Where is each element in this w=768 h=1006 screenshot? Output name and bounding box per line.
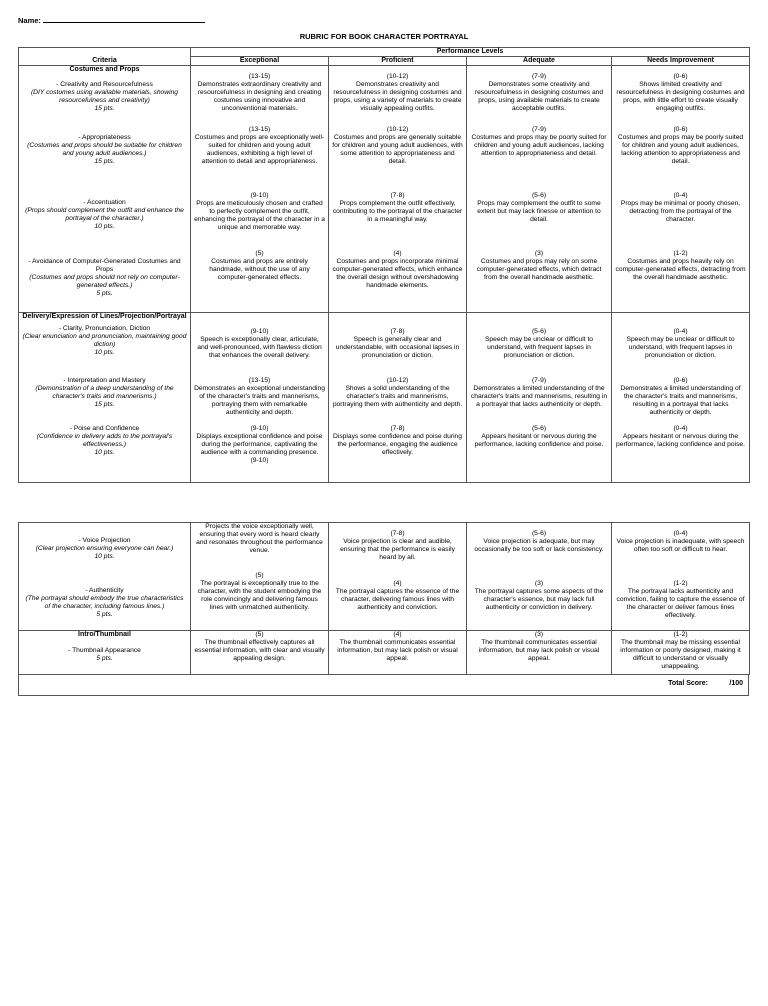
criterion-clarity bbox=[19, 313, 191, 377]
section-title-costumes: Costumes and Props bbox=[69, 66, 140, 73]
criterion-title: - Authenticity bbox=[85, 586, 124, 594]
total-score-row bbox=[18, 674, 749, 696]
criterion-authenticity bbox=[19, 572, 191, 631]
cell-text: The thumbnail communicates essential information, but may lack polish or visual appeal. bbox=[337, 639, 458, 662]
score-range: (10-12) bbox=[386, 125, 409, 133]
cell-text: Speech may be unclear or difficult to understand, with frequent lapses in pronunciation or diction. bbox=[484, 336, 594, 359]
cell-text: Demonstrates a limited understanding of the character's traits and mannerisms, resulting in a portrayal that lacks authenticity or depth. bbox=[470, 384, 608, 408]
cell-adequate bbox=[467, 572, 612, 631]
cell-text: Props may complement the outfit to some extent but may lack finesse or attention to detail. bbox=[477, 199, 601, 223]
cell-adequate bbox=[467, 631, 612, 675]
table-row bbox=[19, 122, 750, 192]
cell-text: Voice projection is inadequate, with speech often too soft or difficult to hear. bbox=[616, 538, 745, 553]
cell-needs-improvement bbox=[612, 523, 750, 572]
cell-text: Shows limited creativity and resourcefulness in designing costumes and props, with little effort to create visually engaging outfits. bbox=[616, 81, 745, 112]
table-row bbox=[19, 192, 750, 250]
cell-text: Props may be minimal or poorly chosen, detracting from the portrayal of the character. bbox=[620, 199, 741, 223]
criterion-points: 5 pts. bbox=[96, 655, 113, 662]
criterion-accentuation bbox=[19, 192, 191, 250]
cell-text: Appears hesitant or nervous during the performance, lacking confidence and poise. bbox=[474, 432, 604, 448]
cell-text: Costumes and props may rely on some computer-generated effects, which detract from the overall handmade aesthetic. bbox=[476, 257, 602, 281]
cell-adequate bbox=[467, 122, 612, 192]
cell-proficient bbox=[329, 377, 467, 425]
score-range: (0-4) bbox=[673, 191, 688, 199]
level-exceptional-header: Exceptional bbox=[191, 57, 329, 66]
cell-proficient bbox=[329, 572, 467, 631]
cell-needs-improvement bbox=[612, 377, 750, 425]
criterion-title: - Creativity and Resourcefulness bbox=[56, 81, 153, 88]
cell-text: Costumes and props incorporate minimal computer-generated effects, which enhance the overall design without overshadowing handmade elements. bbox=[332, 257, 463, 289]
criterion-title: - Poise and Confidence bbox=[69, 424, 140, 432]
table-row bbox=[19, 631, 750, 675]
score-range: (0-4) bbox=[673, 424, 688, 432]
score-range: (1-2) bbox=[673, 579, 688, 587]
section-title-delivery: Delivery/Expression of Lines/Projection/Portrayal bbox=[22, 313, 187, 320]
cell-needs-improvement bbox=[612, 425, 750, 483]
cell-needs-improvement bbox=[612, 572, 750, 631]
cell-text: Speech is exceptionally clear, articulate, and well-pronounced, with flawless diction that enhances the overall delivery. bbox=[197, 336, 322, 359]
name-line bbox=[43, 16, 205, 23]
cell-proficient bbox=[329, 523, 467, 572]
page-title: RUBRIC FOR BOOK CHARACTER PORTRAYAL bbox=[299, 32, 469, 41]
criterion-points: 5 pts. bbox=[96, 610, 113, 618]
cell-needs-improvement bbox=[612, 313, 750, 377]
cell-text: Props are meticulously chosen and crafted to perfectly complement the outfit, enhancing the portrayal of the character in a unique and memorable way. bbox=[194, 199, 325, 231]
level-needs-improvement-header: Needs Improvement bbox=[612, 57, 750, 66]
criterion-avoidance bbox=[19, 250, 191, 313]
cell-text: Props complement the outfit effectively, contributing to the portrayal of the character in a meaningful way. bbox=[332, 199, 463, 223]
criterion-title: - Appropriateness bbox=[78, 133, 131, 141]
criterion-desc: (Clear projection ensuring everyone can hear.) bbox=[35, 545, 174, 552]
total-score-label: Total Score: bbox=[668, 680, 708, 687]
cell-proficient bbox=[329, 313, 467, 377]
score-range: (13-15) bbox=[248, 73, 271, 80]
cell-needs-improvement bbox=[612, 192, 750, 250]
score-range: (13-15) bbox=[248, 125, 271, 133]
cell-adequate bbox=[467, 425, 612, 483]
criterion-points: 10 pts. bbox=[94, 553, 115, 560]
score-range: (5) bbox=[255, 571, 264, 579]
cell-text: Speech is generally clear and understandable, with occasional lapses in pronunciation or diction. bbox=[335, 336, 460, 359]
cell-adequate bbox=[467, 523, 612, 572]
score-range: (4) bbox=[393, 579, 402, 587]
name-label: Name: bbox=[18, 16, 41, 25]
score-range: (7-8) bbox=[390, 328, 405, 335]
cell-text: Demonstrates an exceptional understanding of the character's traits and mannerisms, portraying them with remarkable authenticity and depth. bbox=[194, 384, 325, 416]
performance-levels-header: Performance Levels bbox=[191, 48, 750, 57]
cell-text: Displays exceptional confidence and poise during the performance, captivating the audience with a commanding presence. bbox=[196, 432, 323, 456]
score-range: (7-8) bbox=[390, 424, 405, 432]
score-range: (7-9) bbox=[531, 376, 547, 384]
cell-text: Appears hesitant or nervous during the performance, lacking confidence and poise. bbox=[616, 432, 746, 448]
cell-text: Costumes and props may be poorly suited for children and young adult audiences, lacking attention to appropriateness and detail. bbox=[617, 133, 744, 165]
cell-needs-improvement bbox=[612, 250, 750, 313]
criterion-title: - Avoidance of Computer-Generated Costumes and Props bbox=[28, 257, 181, 273]
score-range: (3) bbox=[534, 631, 544, 638]
cell-text: Costumes and props are generally suitable for children and young adult audiences, with some attention to appropriateness and detail. bbox=[332, 133, 463, 165]
score-range: (0-4) bbox=[673, 530, 688, 537]
cell-text: The portrayal captures the essence of the character, delivering famous lines with authenticity and conviction. bbox=[335, 587, 460, 611]
criterion-creativity bbox=[19, 66, 191, 122]
score-range: (1-2) bbox=[673, 249, 688, 257]
score-range: (13-15) bbox=[248, 376, 271, 384]
score-range: (0-6) bbox=[673, 376, 688, 384]
criterion-appropriateness bbox=[19, 122, 191, 192]
score-range: (5-6) bbox=[531, 328, 547, 335]
criterion-thumbnail bbox=[19, 631, 191, 675]
score-range: (0-6) bbox=[673, 125, 688, 133]
cell-exceptional bbox=[191, 122, 329, 192]
criterion-title: - Accentuation bbox=[83, 198, 126, 206]
cell-text: Displays some confidence and poise during the performance, engaging the audience effectively. bbox=[333, 432, 462, 456]
score-range: (5) bbox=[255, 249, 264, 257]
cell-text: The portrayal is exceptionally true to the character, with the student embodying the role convincingly and delivering famous lines with unmatched authenticity. bbox=[197, 579, 322, 611]
cell-text: The thumbnail effectively captures all essential information, with clear and visually appealing design. bbox=[194, 639, 325, 662]
criterion-interpretation bbox=[19, 377, 191, 425]
score-range: (5-6) bbox=[531, 530, 547, 537]
score-range: (5-6) bbox=[531, 191, 547, 199]
score-range: (7-8) bbox=[390, 530, 405, 537]
cell-text: Voice projection is adequate, but may occasionally be too soft or lack consistency. bbox=[474, 538, 604, 553]
criterion-points: 5 pts. bbox=[96, 289, 113, 297]
cell-proficient bbox=[329, 122, 467, 192]
rubric-table-2 bbox=[18, 522, 750, 675]
cell-exceptional bbox=[191, 425, 329, 483]
score-range: (7-8) bbox=[390, 191, 405, 199]
criterion-points: 10 pts. bbox=[94, 448, 115, 456]
criterion-points: 10 pts. bbox=[94, 222, 115, 230]
criterion-title: - Thumbnail Appearance bbox=[68, 647, 141, 654]
score-range: (9-10) bbox=[250, 424, 269, 432]
table-row bbox=[19, 572, 750, 631]
cell-adequate bbox=[467, 250, 612, 313]
score-range: (9-10) bbox=[250, 191, 269, 199]
table-row bbox=[19, 66, 750, 122]
cell-adequate bbox=[467, 377, 612, 425]
criterion-desc: (Confidence in delivery adds to the portrayal's effectiveness.) bbox=[36, 432, 173, 448]
criterion-points: 15 pts. bbox=[94, 400, 115, 408]
criterion-desc: (Clear enunciation and pronunciation, maintaining good diction) bbox=[22, 333, 187, 348]
cell-proficient bbox=[329, 631, 467, 675]
score-range: (9-10) bbox=[250, 328, 269, 335]
cell-text: Costumes and props are entirely handmade, without the use of any computer-generated effects. bbox=[209, 257, 310, 281]
criterion-desc: (Props should complement the outfit and enhance the portrayal of the character.) bbox=[25, 206, 184, 222]
cell-text: The portrayal captures some aspects of the character's essence, but may lack full authenticity or conviction in delivery. bbox=[474, 587, 604, 611]
cell-text: Costumes and props may be poorly suited for children and young adult audiences, lacking attention to appropriateness and detail. bbox=[471, 133, 607, 157]
cell-text: Shows a solid understanding of the character's traits and mannerisms, portraying them with authenticity and depth. bbox=[332, 384, 463, 408]
criterion-desc: (Costumes and props should be suitable for children and young adult audiences.) bbox=[27, 141, 182, 157]
criterion-title: - Voice Projection bbox=[78, 537, 131, 544]
criterion-desc: (Demonstration of a deep understanding of the character's traits and mannerisms.) bbox=[35, 384, 174, 400]
level-proficient-header: Proficient bbox=[329, 57, 467, 66]
criterion-title: - Clarity, Pronunciation, Diction bbox=[58, 325, 151, 332]
cell-proficient bbox=[329, 192, 467, 250]
score-range: (4) bbox=[393, 631, 402, 638]
score-range: (1-2) bbox=[673, 631, 688, 638]
cell-needs-improvement bbox=[612, 631, 750, 675]
cell-text: Voice projection is clear and audible, ensuring that the performance is easily heard by all. bbox=[340, 538, 455, 561]
cell-exceptional bbox=[191, 377, 329, 425]
table-row bbox=[19, 313, 750, 377]
criterion-desc: (DIY costumes using available materials, showing resourcefulness and creativity) bbox=[30, 89, 179, 104]
cell-text: The portrayal lacks authenticity and conviction, failing to capture the essence of the character or deliver famous lines effectively. bbox=[616, 587, 745, 619]
score-range: (4) bbox=[393, 249, 402, 257]
cell-text: Demonstrates extraordinary creativity and resourcefulness in designing and creating costumes using innovative and unconventional materials. bbox=[197, 81, 322, 112]
cell-text: Projects the voice exceptionally well, ensuring that every word is heard clearly and resonates throughout the performance venue. bbox=[196, 523, 323, 554]
score-range: (10-12) bbox=[386, 73, 409, 80]
total-score-denominator: /100 bbox=[729, 680, 743, 687]
criterion-desc: (The portrayal should embody the true characteristics of the character, including famous lines.) bbox=[25, 594, 184, 610]
cell-text: Demonstrates creativity and resourcefulness in designing costumes and props, using a variety of materials to create visually appealing outfits. bbox=[333, 81, 462, 112]
cell-exceptional bbox=[191, 250, 329, 313]
cell-exceptional bbox=[191, 523, 329, 572]
criterion-points: 15 pts. bbox=[94, 157, 115, 165]
criterion-voice bbox=[19, 523, 191, 572]
cell-adequate bbox=[467, 192, 612, 250]
score-range: (3) bbox=[534, 579, 544, 587]
cell-text: Costumes and props are exceptionally well-suited for children and young adult audiences, exhibiting a high level of attention to detail and appropriateness. bbox=[194, 133, 325, 165]
cell-proficient bbox=[329, 250, 467, 313]
rubric-table-1 bbox=[18, 47, 750, 483]
criterion-points: 10 pts. bbox=[94, 349, 115, 356]
criterion-desc: (Costumes and props should not rely on computer-generated effects.) bbox=[29, 273, 180, 289]
level-adequate-header: Adequate bbox=[467, 57, 612, 66]
cell-needs-improvement bbox=[612, 66, 750, 122]
cell-needs-improvement bbox=[612, 122, 750, 192]
score-range: (7-9) bbox=[531, 73, 547, 80]
score-range: (0-4) bbox=[673, 328, 688, 335]
cell-text: Demonstrates a limited understanding of the character's traits and mannerisms, resulting in a portrayal that lacks authenticity or depth. bbox=[620, 384, 741, 416]
cell-text: The thumbnail communicates essential information, but may lack polish or visual appeal. bbox=[478, 639, 600, 662]
table-row bbox=[19, 250, 750, 313]
score-range: (5-6) bbox=[531, 424, 547, 432]
criteria-header: Criteria bbox=[19, 48, 191, 66]
criterion-title: - Interpretation and Mastery bbox=[63, 376, 146, 384]
cell-exceptional bbox=[191, 66, 329, 122]
table-row bbox=[19, 523, 750, 572]
cell-adequate bbox=[467, 313, 612, 377]
cell-text: The thumbnail may be missing essential information or poorly designed, making it difficult to understand or visually unappealing. bbox=[620, 639, 741, 670]
cell-proficient bbox=[329, 425, 467, 483]
table-row bbox=[19, 425, 750, 483]
section-title-intro: Intro/Thumbnail bbox=[78, 631, 131, 638]
cell-text: Speech may be unclear or difficult to understand, with frequent lapses in pronunciation or diction. bbox=[626, 336, 735, 359]
score-range: (10-12) bbox=[386, 376, 409, 384]
cell-text: Costumes and props heavily rely on computer-generated effects, detracting from the overall handmade aesthetic. bbox=[615, 257, 746, 281]
score-range: (5) bbox=[255, 631, 264, 638]
cell-exceptional bbox=[191, 192, 329, 250]
score-range: (3) bbox=[534, 249, 544, 257]
table-row bbox=[19, 377, 750, 425]
cell-exceptional bbox=[191, 631, 329, 675]
criterion-poise bbox=[19, 425, 191, 483]
cell-adequate bbox=[467, 66, 612, 122]
criterion-points: 15 pts. bbox=[94, 105, 115, 112]
score-range: (7-9) bbox=[531, 125, 547, 133]
name-field bbox=[18, 16, 205, 25]
cell-proficient bbox=[329, 66, 467, 122]
score-range: (0-6) bbox=[673, 73, 688, 80]
cell-text: Demonstrates some creativity and resourcefulness in designing costumes and props, using available materials to create acceptable outfits. bbox=[474, 81, 604, 112]
score-range: (9-10) bbox=[250, 456, 269, 464]
cell-exceptional bbox=[191, 572, 329, 631]
cell-exceptional bbox=[191, 313, 329, 377]
